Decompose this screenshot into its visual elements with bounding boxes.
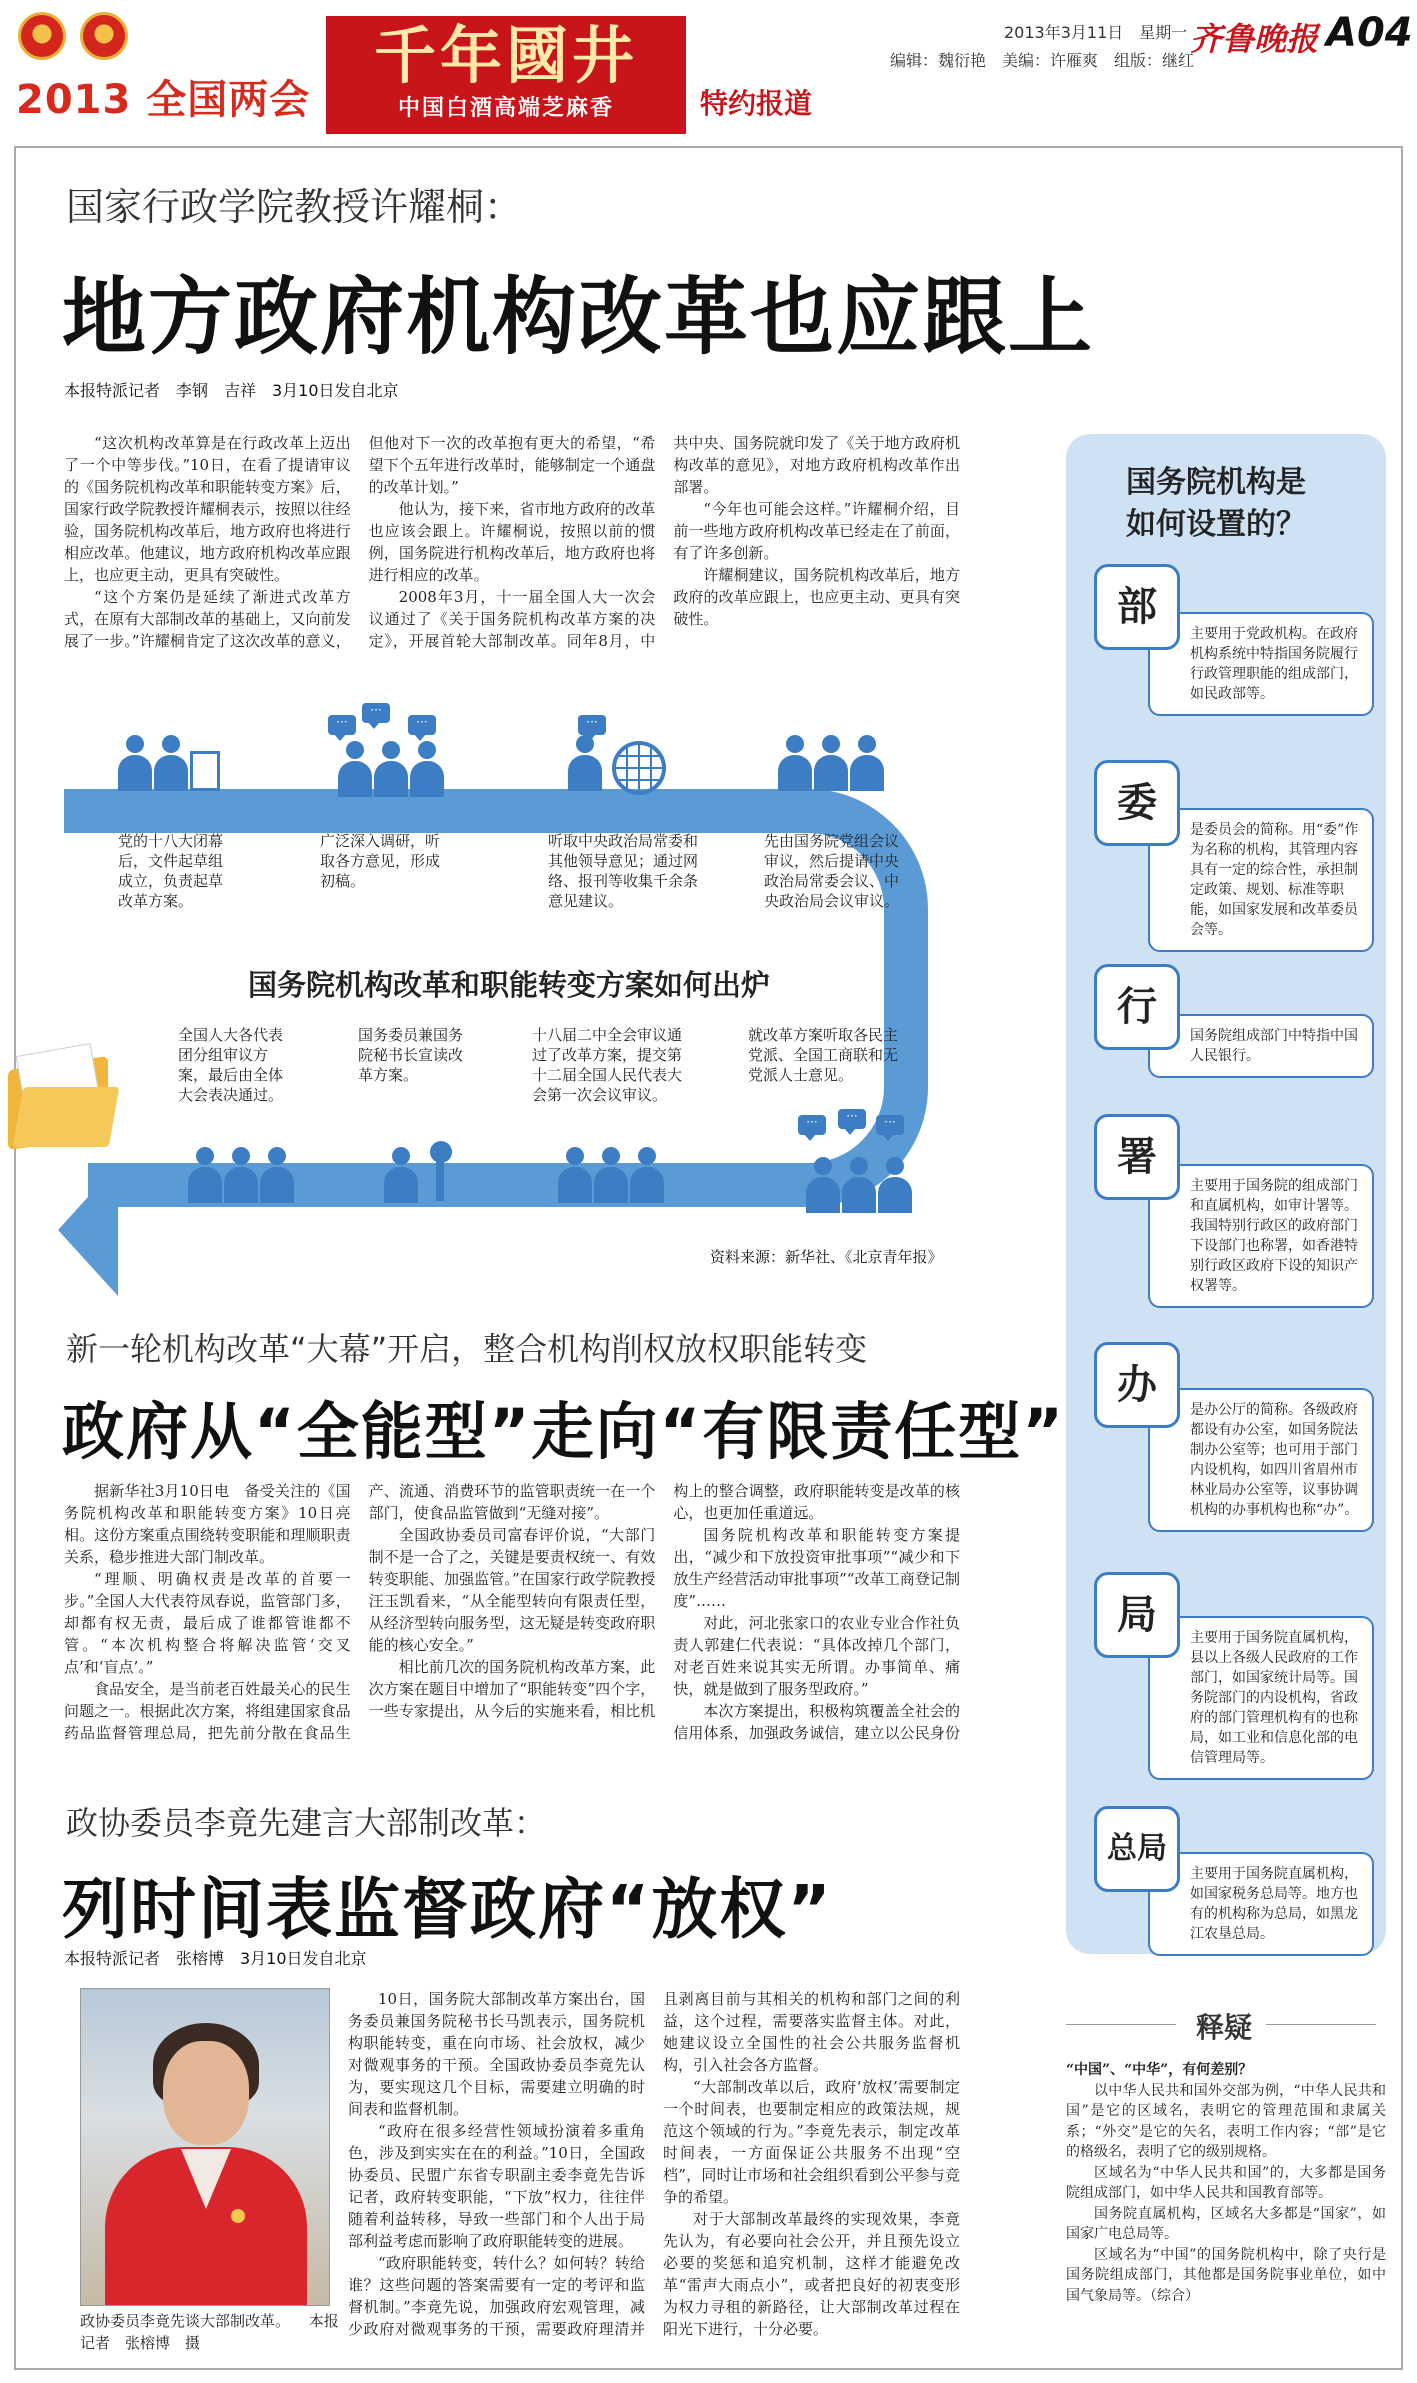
article2-paragraph: “理顺、明确权责是改革的首要一步。”全国人大代表符凤春说，监管部门多，却都有权无责，最后成了谁都管谁都不管。“本次机构整合将解决监管‘交叉点’和‘盲点’。” bbox=[64, 1570, 351, 1676]
article1-paragraph: “这个方案仍是延续了渐进式改革方式，在原有大部制改革的基础上，又向前发展了一步。”许耀桐肯定了这次改革的意义，但他对下一次的改革抱有更大的希望，“希望下个五年进行改革时，能够制定一个通盘的改革计划。” bbox=[64, 434, 656, 650]
process-flow-diagram bbox=[58, 703, 960, 1287]
explainer-body bbox=[1066, 2060, 1386, 2306]
article1-paragraph: 2008年3月，十一届全国人大一次会议通过了《关于国务院机构改革方案的决定》，开展首轮大部制改革。同年8月，中共中央、国务院就印发了《关于地方政府机构改革的意见》，对地方政府机构改革作出部署。 bbox=[368, 434, 960, 650]
article3-body bbox=[348, 1988, 960, 2358]
article2-kicker: 新一轮机构改革“大幕”开启，整合机构削权放权职能转变 bbox=[66, 1330, 868, 1368]
sidebar-item-text: 是委员会的简称。用“委”作为名称的机构，其管理内容具有一定的综合性，承担制定政策、规划、标准等职能，如国家发展和改革委员会等。 bbox=[1148, 808, 1374, 952]
article1-headline: 地方政府机构改革也应跟上 bbox=[62, 268, 1095, 366]
article3-headline: 列时间表监督政府“放权” bbox=[62, 1871, 833, 1948]
sidebar-item-char: 办 bbox=[1094, 1342, 1180, 1428]
sidebar-item-char: 行 bbox=[1094, 964, 1180, 1050]
article2-paragraph: 全国政协委员司富春评价说，“大部门制不是一合了之，关键是要责权统一、有效转变职能、加强监管。”在国家行政学院教授汪玉凯看来，“从全能型转向有限责任型，从经济型转向服务型，这无疑是转变政府职能的核心安全。” bbox=[368, 1526, 656, 1654]
article3-paragraph: 对于大部制改革最终的实现效果，李竟先认为，有必要向社会公开，并且预先设立必要的奖惩和追究机制，这样才能避免改革“雷声大雨点小”，或者把良好的初衷变形为权力寻租的新路径，让大部制改革过程在阳光下进行，十分必要。 bbox=[663, 2210, 960, 2338]
ad-brand: 千年國井 bbox=[373, 19, 638, 92]
article2-paragraph: 本次方案提出，积极构筑覆盖全社会的信用体系，加强政务诚信，建立以公民身份 bbox=[673, 1702, 960, 1742]
article2-paragraph: 食品安全，是当前老百姓最关心的民生问题之一。根据此次方案，将组建国家食品药品监督管理总局，把先前分散在食品生产、流通、消费环节的监管职责统一在一个部门，使食品监管做到“无缝对接”。 bbox=[64, 1482, 656, 1742]
photo-credit: 本报记者 张榕博 摄 bbox=[80, 2312, 339, 2352]
article1-paragraph: 他认为，接下来，省市地方政府的改革也应该会跟上。许耀桐说，按照以前的惯例，国务院进行机构改革后，地方政府也将进行相应的改革。 bbox=[368, 500, 656, 584]
article3-kicker: 政协委员李竟先建言大部制改革： bbox=[66, 1804, 547, 1842]
article2-paragraph: 据新华社3月10日电 备受关注的《国务院机构改革和职能转变方案》10日亮相。这份方案重点围绕转变职能和理顺职责关系，稳步推进大部门制改革。 bbox=[64, 1482, 351, 1566]
cppcc-emblem-icon bbox=[80, 12, 128, 60]
sidebar-item-text: 主要用于党政机构。在政府机构系统中特指国务院履行行政管理职能的组成部门，如民政部等。 bbox=[1148, 612, 1374, 716]
network-opinion-icon: ··· bbox=[558, 725, 668, 791]
divider bbox=[1066, 2024, 1176, 2025]
flow-step: 听取中央政治局常委和其他领导意见；通过网络、报刊等收集千余条意见建议。 bbox=[548, 832, 699, 910]
flow-step: 就改革方案听取各民主党派、全国工商联和无党派人士意见。 bbox=[748, 1026, 899, 1084]
folder-icon bbox=[8, 1043, 118, 1153]
explainer-paragraph: 区域名为“中国”的国务院机构中，除了央行是国务院组成部门，其他都是国务院事业单位，如中国气象局等。（综合） bbox=[1066, 2246, 1386, 2304]
explainer-title: 释疑 bbox=[1196, 2011, 1253, 2044]
discussion-people-icon: ··· ··· ··· bbox=[328, 717, 438, 783]
explainer-paragraph: 区域名为“中华人民共和国”的，大多都是国务院组成部门，如中华人民共和国教育部等。 bbox=[1066, 2164, 1386, 2201]
article3-paragraph: “政府职能转变，转什么？如何转？转给谁？这些问题的答案需要有一定的考评和监督机制。”李竟先说，加强政府宏观管理，减少政府对微观事务的干预，需要政府理清并且剥离目前与其相关的机构和部门之间的利益，这个过程，需要落实监督主体。对此，她建议设立全国性的社会公共服务监督机构，引入社会各方监督。 bbox=[348, 1990, 960, 2338]
article1-kicker: 国家行政学院教授许耀桐： bbox=[66, 185, 523, 229]
sidebar-item-text: 主要用于国务院直属机构，如国家税务总局等。地方也有的机构称为总局，如黑龙江农垦总局。 bbox=[1148, 1852, 1374, 1956]
consultation-icon: ··· ··· ··· bbox=[798, 1127, 908, 1193]
page-number: A04 bbox=[1326, 10, 1413, 56]
article3-paragraph: “政府在很多经营性领域扮演着多重角色，涉及到实实在在的利益。”10日，全国政协委员、民盟广东省专职副主委李竟先告诉记者，政府转变职能，“下放”权力，往往伴随着利益转移，导致一些部门和个人出于局部利益考虑而影响了政府职能转变的进展。 bbox=[348, 2122, 645, 2250]
divider bbox=[1266, 2024, 1376, 2025]
flow-step: 党的十八大闭幕后，文件起草组成立，负责起草改革方案。 bbox=[118, 832, 224, 910]
article2-body bbox=[64, 1480, 960, 1762]
newspaper-logo: 齐鲁晚报 bbox=[1190, 20, 1319, 58]
photo-caption-text: 政协委员李竟先谈大部制改革。 bbox=[80, 2312, 291, 2330]
editor-credits: 编辑：魏衍艳 美编：许雁爽 组版：继红 bbox=[890, 51, 1195, 70]
flow-step: 广泛深入调研，听取各方意见，形成初稿。 bbox=[320, 832, 441, 890]
article2-headline: 政府从“全能型”走向“有限责任型” bbox=[62, 1395, 1065, 1468]
sidebar-title: 国务院机构是如何设置的？ bbox=[1126, 465, 1306, 542]
sidebar-item-text: 主要用于国务院的组成部门和直属机构，如审计署等。我国特别行政区的政府部门下设部门也称署，如香港特别行政区政府下设的知识产权署等。 bbox=[1148, 1164, 1374, 1308]
article2-paragraph: 相比前几次的国务院机构改革方案，此次方案在题目中增加了“职能转变”四个字，一些专家提出，从今后的实施来看，相比机构上的整合调整，政府职能转变是改革的核心，也更加任重道远。 bbox=[368, 1482, 960, 1720]
flow-source: 资料来源：新华社、《北京青年报》 bbox=[710, 1248, 943, 1266]
article1-paragraph: 许耀桐建议，国务院机构改革后，地方政府的改革应跟上，也应更主动、更具有突破性。 bbox=[673, 566, 960, 628]
article1-paragraph: “今年也可能会这样。”许耀桐介绍，目前一些地方政府机构改革已经走在了前面，有了许多创新。 bbox=[673, 500, 960, 562]
article2-paragraph: 国务院机构改革和职能转变方案提出，“减少和下放投资审批事项”“减少和下放生产经营活动审批事项”“改革工商登记制度”…… bbox=[673, 1526, 960, 1610]
national-emblem-icon bbox=[18, 12, 66, 60]
sidebar-item-char: 委 bbox=[1094, 760, 1180, 846]
article1-paragraph: “这次机构改革算是在行政改革上迈出了一个中等步伐。”10日，在看了提请审议的《国务院机构改革和职能转变方案》后，国家行政学院教授许耀桐表示，按照以往经验，国务院机构改革后，地方政府也将进行相应改革。他建议，地方政府机构改革应跟上，也应更主动，更具有突破性。 bbox=[64, 434, 351, 584]
sidebar-item-char: 局 bbox=[1094, 1572, 1180, 1658]
explainer-paragraph: 国务院直属机构，区域名大多都是“国家”，如国家广电总局等。 bbox=[1066, 2205, 1386, 2242]
article3-paragraph: 10日，国务院大部制改革方案出台，国务委员兼国务院秘书长马凯表示，国务院机构职能转变，重在向市场、社会放权，减少对微观事务的干预。全国政协委员李竟先认为，要实现这几个目标，需要建立明确的时间表和监督机制。 bbox=[348, 1990, 645, 2118]
portrait-photo bbox=[80, 1988, 330, 2306]
sidebar-item-char: 总局 bbox=[1094, 1806, 1180, 1892]
plenary-session-icon bbox=[558, 1137, 668, 1203]
explainer-paragraph: 以中华人民共和国外交部为例，“中华人民共和国”是它的区域名，表明它的管理范围和隶属关系；“外交”是它的矢名，表明工作内容；“部”是它的格级名，表明了它的级别规格。 bbox=[1066, 2082, 1386, 2160]
flow-step: 十八届二中全会审议通过了改革方案，提交第十二届全国人民代表大会第一次会议审议。 bbox=[532, 1026, 683, 1104]
meeting-people-icon bbox=[118, 725, 228, 791]
flow-step: 先由国务院党组会议审议，然后提请中央政治局常委会议、中央政治局会议审议。 bbox=[764, 832, 900, 910]
flow-step: 全国人大各代表团分组审议方案，最后由全体大会表决通过。 bbox=[178, 1026, 284, 1104]
ad-slogan: 中国白酒高端芝麻香 bbox=[397, 96, 614, 121]
article1-body bbox=[64, 432, 960, 654]
ad-banner bbox=[326, 16, 686, 134]
special-report-label: 特约报道 bbox=[700, 87, 813, 120]
sidebar-item-text: 主要用于国务院直属机构，县以上各级人民政府的工作部门，如国家统计局等。国务院部门的内设机构，省政府的部门管理机构有的也称局，如工业和信息化部的电信管理局等。 bbox=[1148, 1616, 1374, 1780]
explainer-question: “中国”、“中华”，有何差别？ bbox=[1066, 2062, 1253, 2078]
sidebar-item-char: 部 bbox=[1094, 564, 1180, 650]
flow-step: 国务委员兼国务院秘书长宣读改革方案。 bbox=[358, 1026, 464, 1084]
review-meeting-icon bbox=[778, 725, 888, 791]
flow-arrow-icon bbox=[58, 1164, 118, 1296]
speaker-microphone-icon bbox=[374, 1137, 484, 1203]
date-line: 2013年3月11日 星期一 bbox=[1004, 23, 1188, 42]
voting-delegates-icon bbox=[188, 1137, 298, 1203]
article3-paragraph: “大部制改革以后，政府‘放权’需要制定一个时间表，也要制定相应的政策法规，规范这个领域的行为。”李竟先表示，制定改革时间表，一方面保证公共服务不出现“空档”，同时让市场和社会组织看到公平参与竞争的希望。 bbox=[663, 2078, 960, 2206]
sidebar-item-text: 是办公厅的简称。各级政府都设有办公室，如国务院法制办公室等；也可用于部门内设机构，如四川省眉州市林业局办公室等，议事协调机构的办事机构也称“办”。 bbox=[1148, 1388, 1374, 1532]
photo-caption bbox=[80, 2310, 350, 2354]
flow-title: 国务院机构改革和职能转变方案如何出炉 bbox=[247, 968, 770, 1002]
article1-byline: 本报特派记者 李钢 吉祥 3月10日发自北京 bbox=[64, 381, 399, 400]
section-label: 2013 全国两会 bbox=[16, 77, 311, 123]
sidebar-item-text: 国务院组成部门中特指中国人民银行。 bbox=[1148, 1014, 1374, 1078]
sidebar-item-char: 署 bbox=[1094, 1114, 1180, 1200]
article3-byline: 本报特派记者 张榕博 3月10日发自北京 bbox=[64, 1949, 367, 1968]
sidebar-panel bbox=[1066, 434, 1386, 1954]
masthead bbox=[0, 0, 1417, 140]
article2-paragraph: 对此，河北张家口的农业专业合作社负责人郭建仁代表说：“具体改掉几个部门，对老百姓来说其实无所谓。办事简单、痛快，就是做到了服务型政府。” bbox=[673, 1614, 960, 1698]
